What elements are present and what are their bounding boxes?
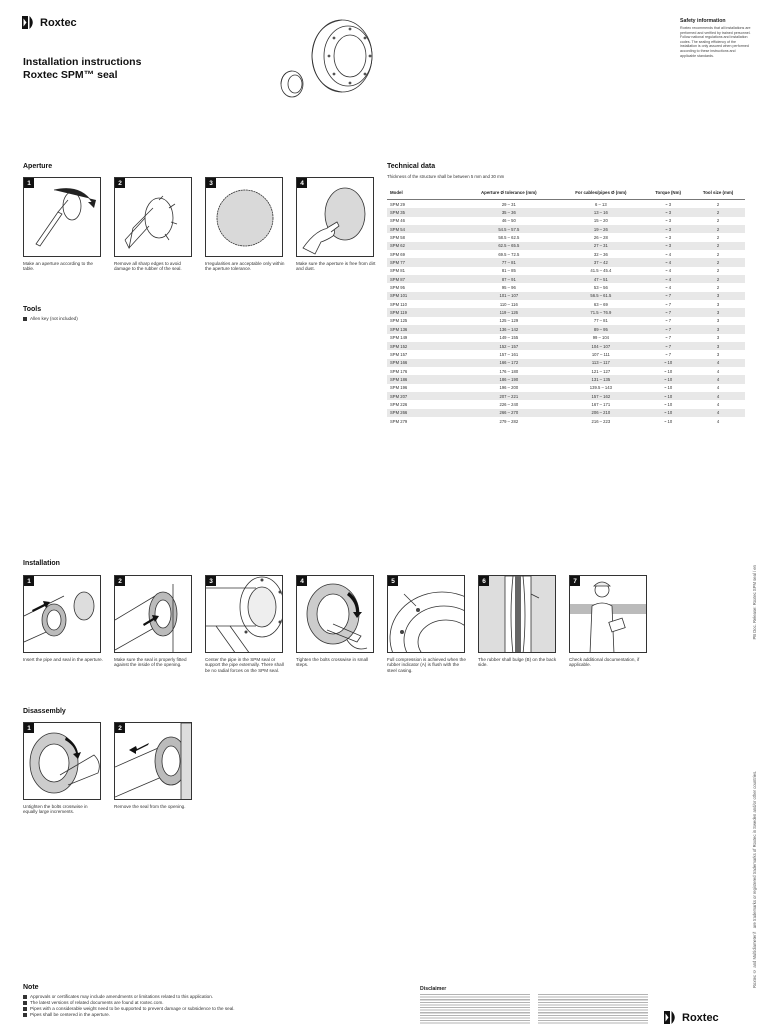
table-row bbox=[387, 300, 745, 308]
table-row bbox=[387, 317, 745, 325]
table-cell: 216 – 223 bbox=[591, 418, 611, 424]
table-cell: SPM 35 bbox=[387, 208, 461, 216]
disassembly-step-1-panel bbox=[23, 722, 101, 800]
aperture-step-2-panel bbox=[114, 177, 192, 257]
table-cell: SPM 136 bbox=[387, 325, 461, 333]
table-cell: SPM 226 bbox=[390, 401, 408, 407]
center-pipe-illustration bbox=[206, 576, 283, 653]
step-number: 1 bbox=[24, 576, 34, 586]
table-cell: 2 bbox=[716, 268, 720, 274]
table-cell: SPM 54 bbox=[387, 225, 461, 233]
table-cell: 119 – 126 bbox=[461, 308, 557, 316]
table-cell: 71.5 – 76.9 bbox=[557, 308, 645, 316]
disassembly-step-1-caption: Untighten the bolts crosswise in equally large increments. bbox=[23, 804, 88, 815]
table-column-header: Torque (Nm) bbox=[645, 185, 691, 200]
table-cell: ~ 10 bbox=[645, 375, 691, 383]
table-row bbox=[387, 292, 745, 300]
table-cell: 101 – 107 bbox=[461, 292, 557, 300]
aperture-drill-illustration bbox=[24, 178, 101, 257]
table-cell: 2 bbox=[716, 285, 720, 291]
table-cell: 62.5 – 65.5 bbox=[461, 242, 557, 250]
table-cell: 58.5 – 62.5 bbox=[498, 235, 520, 241]
table-cell: 63 – 69 bbox=[593, 301, 608, 307]
table-cell: ~ 10 bbox=[663, 418, 673, 424]
table-cell: 113 – 117 bbox=[557, 359, 645, 367]
installation-step-3-caption: Center the pipe in the SPM seal or support the pipe externally. There shall be no radial forces on the SPM seal. bbox=[205, 657, 284, 673]
table-cell: ~ 10 bbox=[645, 359, 691, 367]
step-number: 2 bbox=[115, 178, 125, 188]
table-cell: 207 – 221 bbox=[461, 392, 557, 400]
step-number: 1 bbox=[24, 178, 34, 188]
table-cell: 19 – 26 bbox=[557, 225, 645, 233]
table-cell: 77 – 81 bbox=[593, 318, 608, 324]
note-heading: Note bbox=[23, 984, 39, 991]
table-cell: 15 – 20 bbox=[593, 218, 608, 224]
fit-seal-illustration bbox=[115, 576, 192, 653]
table-cell: SPM 279 bbox=[390, 418, 408, 424]
table-cell: 2 bbox=[716, 218, 720, 224]
table-cell: SPM 166 bbox=[387, 359, 461, 367]
table-cell: SPM 46 bbox=[390, 218, 405, 224]
table-row bbox=[387, 400, 745, 408]
table-cell: ~ 3 bbox=[645, 208, 691, 216]
table-cell: SPM 62 bbox=[387, 242, 461, 250]
check-documentation-illustration bbox=[570, 576, 647, 653]
aperture-deburr-illustration bbox=[115, 178, 192, 257]
table-cell: SPM 29 bbox=[390, 201, 405, 207]
installation-step-7-panel bbox=[569, 575, 647, 653]
table-cell: 3 bbox=[691, 325, 745, 333]
note-list bbox=[23, 994, 353, 1018]
table-cell: ~ 4 bbox=[665, 251, 672, 257]
step-number: 4 bbox=[297, 178, 307, 188]
tighten-bolts-illustration bbox=[297, 576, 374, 653]
table-cell: ~ 4 bbox=[665, 268, 672, 274]
table-row bbox=[387, 225, 745, 233]
tools-heading: Tools bbox=[23, 306, 42, 313]
step-number: 2 bbox=[115, 576, 125, 586]
table-cell: 186 – 190 bbox=[461, 375, 557, 383]
table-cell: ~ 7 bbox=[665, 351, 672, 357]
table-cell: 56.5 – 61.5 bbox=[557, 292, 645, 300]
table-cell: SPM 157 bbox=[390, 351, 408, 357]
table-cell: 121 – 127 bbox=[591, 368, 611, 374]
aperture-step-1-panel bbox=[23, 177, 101, 257]
table-cell: 53 – 56 bbox=[593, 285, 608, 291]
step-number: 6 bbox=[479, 576, 489, 586]
checkbox-bullet-icon bbox=[23, 1001, 27, 1005]
checkbox-bullet-icon bbox=[23, 317, 27, 321]
table-row bbox=[387, 242, 745, 250]
table-cell: ~ 3 bbox=[645, 242, 691, 250]
installation-step-1-caption: Insert the pipe and seal in the aperture. bbox=[23, 657, 103, 662]
table-cell: 2 bbox=[716, 251, 720, 257]
tools-item-text: Allen key (not included) bbox=[30, 316, 78, 321]
table-row bbox=[387, 334, 745, 342]
table-cell: ~ 3 bbox=[645, 225, 691, 233]
table-cell: ~ 10 bbox=[645, 392, 691, 400]
table-cell: 32 – 36 bbox=[593, 251, 608, 257]
aperture-step-4-caption: Make sure the aperture is free from dirt and dust. bbox=[296, 261, 376, 272]
disassembly-step-2-panel bbox=[114, 722, 192, 800]
table-cell: 110 – 116 bbox=[499, 301, 518, 307]
table-cell: SPM 95 bbox=[390, 285, 405, 291]
table-cell: 3 bbox=[716, 335, 720, 341]
table-row bbox=[387, 283, 745, 291]
table-cell: 2 bbox=[716, 235, 720, 241]
table-cell: 46 – 50 bbox=[501, 218, 516, 224]
table-cell: ~ 10 bbox=[645, 409, 691, 417]
table-cell: 104 – 107 bbox=[557, 342, 645, 350]
table-cell: ~ 3 bbox=[665, 235, 672, 241]
table-cell: SPM 69 bbox=[390, 251, 405, 257]
installation-step-7-caption: Check additional documentation, if applicable. bbox=[569, 657, 640, 668]
disclaimer-heading: Disclaimer bbox=[420, 986, 447, 992]
document-title-line2: Roxtec SPM™ seal bbox=[23, 69, 118, 81]
table-cell: 4 bbox=[716, 401, 720, 407]
note-list-item bbox=[23, 1012, 353, 1018]
step-number: 5 bbox=[388, 576, 398, 586]
table-cell: 3 bbox=[691, 292, 745, 300]
table-cell: 2 bbox=[691, 208, 745, 216]
table-cell: 157 – 162 bbox=[557, 392, 645, 400]
checkbox-bullet-icon bbox=[23, 1007, 27, 1011]
table-body bbox=[387, 200, 745, 426]
installation-step-3-panel bbox=[205, 575, 283, 653]
table-cell: 6 – 13 bbox=[595, 201, 607, 207]
table-cell: SPM 87 bbox=[387, 275, 461, 283]
table-cell: 226 – 240 bbox=[499, 401, 519, 407]
aperture-irregularity-illustration bbox=[206, 178, 283, 257]
technical-data-subheading: Thickness of the structure shall be between 5 mm and 30 mm bbox=[387, 174, 505, 179]
aperture-heading: Aperture bbox=[23, 163, 53, 170]
table-cell: 4 bbox=[716, 418, 720, 424]
table-row bbox=[387, 409, 745, 417]
remove-seal-illustration bbox=[115, 723, 192, 800]
table-cell: SPM 207 bbox=[387, 392, 461, 400]
table-cell: 13 – 16 bbox=[557, 208, 645, 216]
installation-step-5-panel bbox=[387, 575, 465, 653]
document-title-line1: Installation instructions bbox=[23, 56, 142, 68]
table-row bbox=[387, 200, 745, 209]
footer-logo bbox=[664, 1011, 719, 1024]
aperture-step-4-panel bbox=[296, 177, 374, 257]
table-cell: 3 bbox=[716, 318, 720, 324]
table-cell: 4 bbox=[691, 392, 745, 400]
table-row bbox=[387, 217, 745, 225]
table-row bbox=[387, 258, 745, 266]
table-header-row bbox=[387, 185, 745, 200]
tools-list bbox=[23, 316, 78, 322]
table-row bbox=[387, 350, 745, 358]
table-cell: ~ 7 bbox=[665, 301, 672, 307]
table-cell: 2 bbox=[691, 258, 745, 266]
table-cell: ~ 4 bbox=[665, 285, 672, 291]
table-cell: 4 bbox=[691, 409, 745, 417]
table-column-header: Tool size (mm) bbox=[691, 185, 745, 200]
table-column-header: Model bbox=[387, 185, 461, 200]
table-cell: 3 bbox=[691, 308, 745, 316]
table-cell: 206 – 210 bbox=[557, 409, 645, 417]
loosen-bolts-illustration bbox=[24, 723, 101, 800]
table-cell: 131 – 135 bbox=[557, 375, 645, 383]
table-cell: 125 – 129 bbox=[499, 318, 519, 324]
installation-step-6-panel bbox=[478, 575, 556, 653]
table-cell: 69.5 – 72.5 bbox=[498, 251, 520, 257]
checkbox-bullet-icon bbox=[23, 1013, 27, 1017]
table-cell: SPM 176 bbox=[390, 368, 408, 374]
step-number: 3 bbox=[206, 576, 216, 586]
table-row bbox=[387, 250, 745, 258]
table-cell: 139.5 – 143 bbox=[589, 385, 612, 391]
table-cell: ~ 10 bbox=[663, 385, 673, 391]
table-cell: ~ 7 bbox=[645, 342, 691, 350]
table-cell: SPM 110 bbox=[390, 301, 407, 307]
table-cell: 29 – 31 bbox=[501, 201, 516, 207]
table-cell: SPM 77 bbox=[387, 258, 461, 266]
table-row bbox=[387, 417, 745, 425]
table-row bbox=[387, 308, 745, 316]
table-cell: 89 – 95 bbox=[557, 325, 645, 333]
step-number: 7 bbox=[570, 576, 580, 586]
step-number: 1 bbox=[24, 723, 34, 733]
table-cell: SPM 186 bbox=[387, 375, 461, 383]
table-cell: ~ 10 bbox=[663, 401, 673, 407]
table-row bbox=[387, 367, 745, 375]
installation-heading: Installation bbox=[23, 560, 60, 567]
table-cell: 2 bbox=[691, 225, 745, 233]
table-cell: ~ 4 bbox=[645, 258, 691, 266]
note-item-text: Pipes with a considerable weight need to be supported to prevent damage or subsidence to the seal. bbox=[30, 1006, 235, 1011]
compression-indicator-illustration bbox=[388, 576, 465, 653]
table-cell: 3 bbox=[716, 301, 720, 307]
aperture-clean-illustration bbox=[297, 178, 374, 257]
table-cell: 41.5 – 45.4 bbox=[590, 268, 612, 274]
technical-data-table bbox=[387, 185, 745, 425]
table-row bbox=[387, 233, 745, 241]
table-cell: 47 – 51 bbox=[557, 275, 645, 283]
disclaimer-text-block-1 bbox=[420, 994, 530, 1024]
disassembly-step-2-caption: Remove the seal from the opening. bbox=[114, 804, 186, 809]
installation-step-4-caption: Tighten the bolts crosswise in small steps. bbox=[296, 657, 369, 668]
table-cell: SPM 266 bbox=[387, 409, 461, 417]
step-number: 3 bbox=[206, 178, 216, 188]
table-cell: 87 – 91 bbox=[461, 275, 557, 283]
installation-step-4-panel bbox=[296, 575, 374, 653]
table-cell: 166 – 172 bbox=[461, 359, 557, 367]
table-cell: ~ 10 bbox=[663, 368, 673, 374]
table-cell: 3 bbox=[691, 342, 745, 350]
table-cell: 4 bbox=[716, 368, 720, 374]
table-row bbox=[387, 392, 745, 400]
table-cell: 26 – 28 bbox=[593, 235, 608, 241]
table-cell: SPM 152 bbox=[387, 342, 461, 350]
table-cell: 279 – 282 bbox=[499, 418, 519, 424]
table-row bbox=[387, 342, 745, 350]
table-cell: SPM 196 bbox=[390, 385, 408, 391]
table-cell: 99 – 104 bbox=[592, 335, 610, 341]
table-cell: SPM 125 bbox=[390, 318, 408, 324]
table-cell: 54.5 – 57.5 bbox=[461, 225, 557, 233]
table-row bbox=[387, 275, 745, 283]
roxtec-logo-icon bbox=[22, 16, 36, 29]
rubber-bulge-illustration bbox=[479, 576, 556, 653]
table-row bbox=[387, 267, 745, 275]
brand-name: Roxtec bbox=[40, 16, 77, 29]
note-item-text: Pipes shall be centered in the aperture. bbox=[30, 1012, 110, 1017]
table-cell: 157 – 161 bbox=[499, 351, 519, 357]
table-row bbox=[387, 375, 745, 383]
checkbox-bullet-icon bbox=[23, 995, 27, 999]
installation-step-2-panel bbox=[114, 575, 192, 653]
disassembly-heading: Disassembly bbox=[23, 708, 66, 715]
step-number: 2 bbox=[115, 723, 125, 733]
table-cell: 196 – 200 bbox=[499, 385, 519, 391]
insert-pipe-illustration bbox=[24, 576, 101, 653]
brand-logo bbox=[22, 16, 77, 29]
table-cell: 35 – 36 bbox=[461, 208, 557, 216]
table-cell: 4 bbox=[716, 385, 720, 391]
aperture-step-2-caption: Remove all sharp edges to avoid damage to the rubber of the seal. bbox=[114, 261, 182, 272]
table-cell: 81 – 85 bbox=[501, 268, 516, 274]
aperture-step-1-caption: Make an aperture according to the table. bbox=[23, 261, 93, 272]
table-cell: 167 – 171 bbox=[591, 401, 611, 407]
table-cell: ~ 7 bbox=[645, 325, 691, 333]
table-cell: ~ 3 bbox=[665, 201, 672, 207]
table-cell: 2 bbox=[691, 242, 745, 250]
roxtec-logo-icon bbox=[664, 1011, 678, 1024]
installation-step-2-caption: Make sure the seal is properly fitted against the inside of the opening. bbox=[114, 657, 187, 668]
table-row bbox=[387, 325, 745, 333]
table-cell: SPM 101 bbox=[387, 292, 461, 300]
table-cell: ~ 4 bbox=[645, 275, 691, 283]
table-cell: 95 – 96 bbox=[501, 285, 516, 291]
table-row bbox=[387, 359, 745, 367]
spm-seal-illustration bbox=[272, 14, 376, 106]
safety-heading: Safety information bbox=[680, 18, 726, 24]
document-reference-vertical: PB Doc. Release: Roxtec SPM seal / en bbox=[752, 565, 757, 640]
table-cell: SPM 119 bbox=[387, 308, 461, 316]
table-cell: 152 – 157 bbox=[461, 342, 557, 350]
tools-list-item bbox=[23, 316, 78, 322]
table-cell: 176 – 180 bbox=[499, 368, 519, 374]
table-cell: ~ 3 bbox=[665, 218, 672, 224]
note-item-text: The latest versions of related documents are found at roxtec.com. bbox=[30, 1000, 164, 1005]
installation-step-5-caption: Full compression is achieved when the rubber indicator (A) is flush with the steel casing. bbox=[387, 657, 466, 673]
table-cell: ~ 7 bbox=[665, 335, 672, 341]
table-column-header: For cables/pipes Ø (mm) bbox=[557, 185, 645, 200]
legal-text-vertical: Roxtec © and Multidiameter™ are trademarks or registered trademarks of Roxtec in Sweden and/or other countries. bbox=[752, 770, 757, 988]
installation-step-1-panel bbox=[23, 575, 101, 653]
table-cell: 3 bbox=[716, 351, 720, 357]
installation-step-6-caption: The rubber shall bulge (B) on the back side. bbox=[478, 657, 557, 668]
table-cell: 4 bbox=[691, 375, 745, 383]
note-item-text: Approvals or certificates may include amendments or limitations related to this application. bbox=[30, 994, 214, 999]
document-title bbox=[23, 56, 141, 82]
table-cell: 4 bbox=[691, 359, 745, 367]
table-cell: 266 – 270 bbox=[461, 409, 557, 417]
table-cell: ~ 7 bbox=[645, 308, 691, 316]
footer-brand-name: Roxtec bbox=[682, 1011, 719, 1024]
table-cell: 149 – 155 bbox=[499, 335, 519, 341]
table-cell: 2 bbox=[691, 275, 745, 283]
table-column-header: Aperture Ø tolerance (mm) bbox=[461, 185, 557, 200]
step-number: 4 bbox=[297, 576, 307, 586]
aperture-step-3-caption: Irregularities are acceptable only within the aperture tolerance. bbox=[205, 261, 285, 272]
table-cell: SPM 58 bbox=[390, 235, 405, 241]
safety-information bbox=[680, 18, 752, 58]
table-row bbox=[387, 208, 745, 216]
table-row bbox=[387, 384, 745, 392]
disclaimer-text-block-2 bbox=[538, 994, 648, 1024]
aperture-step-3-panel bbox=[205, 177, 283, 257]
table-cell: ~ 7 bbox=[645, 292, 691, 300]
safety-text: Roxtec recommends that all installations are performed and verified by trained personnel. Follow national regulations and installation codes. The sealing efficiency of the installation is only assured when performed according to these instructions and applicable standards. bbox=[680, 26, 751, 58]
table-cell: SPM 81 bbox=[390, 268, 405, 274]
table-cell: 77 – 81 bbox=[461, 258, 557, 266]
table-cell: 107 – 111 bbox=[591, 351, 610, 357]
table-cell: 136 – 142 bbox=[461, 325, 557, 333]
table-cell: ~ 7 bbox=[665, 318, 672, 324]
table-cell: SPM 149 bbox=[390, 335, 408, 341]
table-cell: 37 – 42 bbox=[557, 258, 645, 266]
table-cell: 27 – 31 bbox=[557, 242, 645, 250]
technical-data-heading: Technical data bbox=[387, 163, 436, 170]
table-cell: 2 bbox=[716, 201, 720, 207]
